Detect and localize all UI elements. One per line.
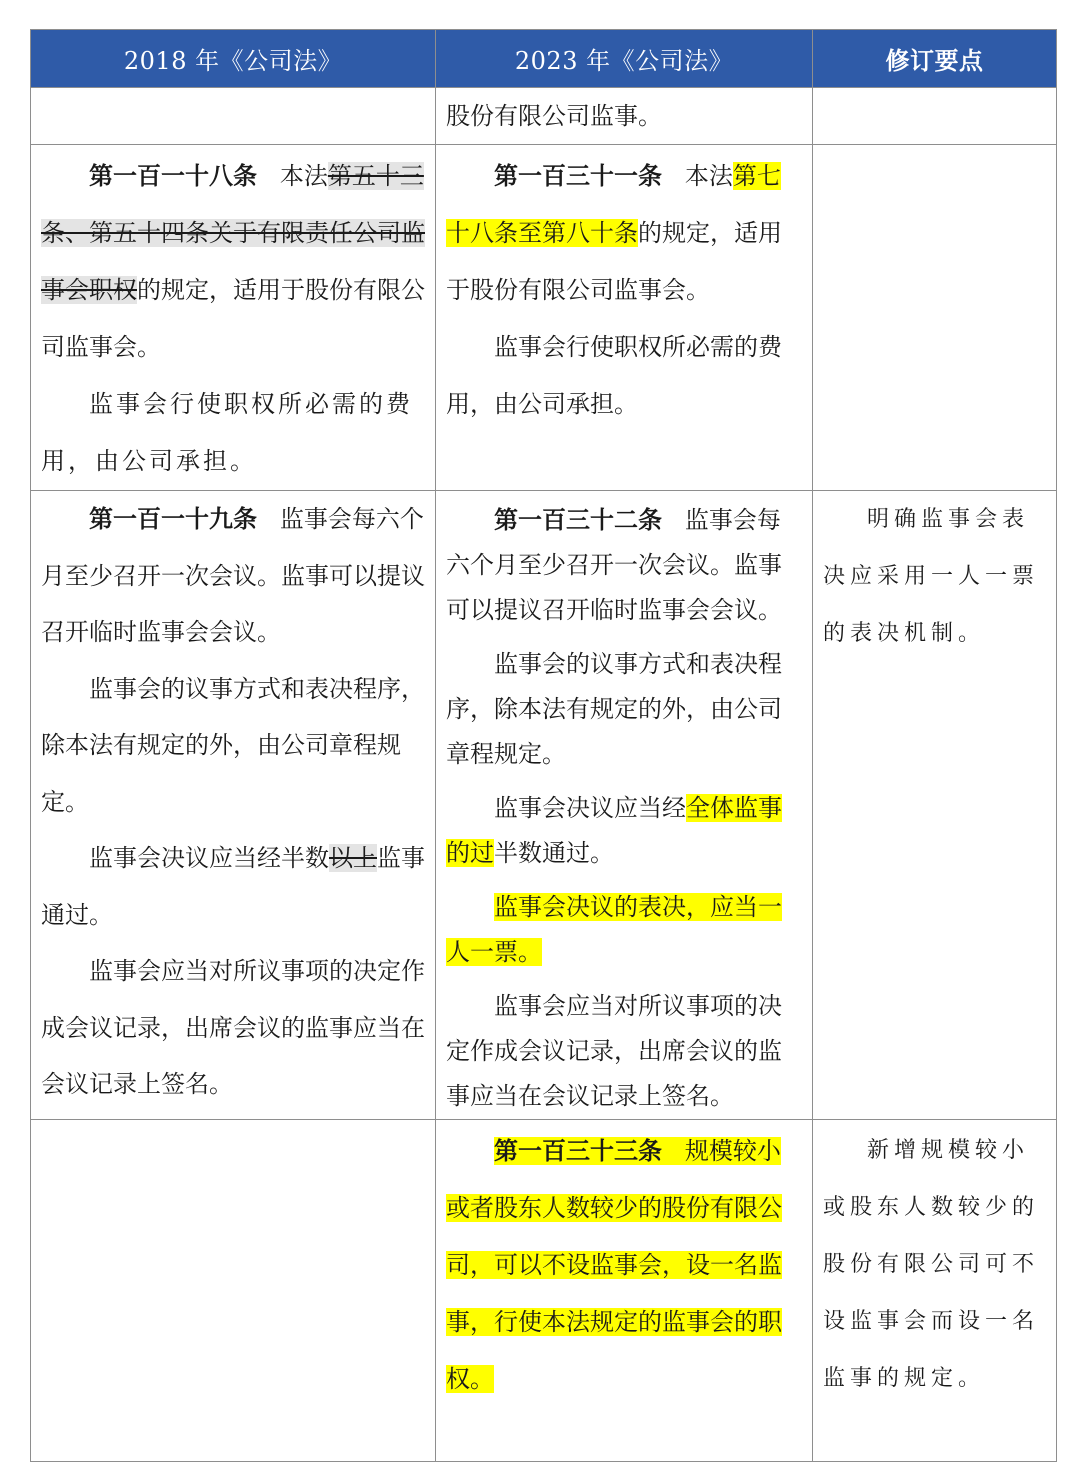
highlighted-text: 全体监事的过	[446, 794, 782, 867]
paragraph	[446, 147, 802, 319]
highlighted-text: 监事会决议的表决，应当一人一票。	[446, 893, 782, 966]
header-2023: 2023 年《公司法》	[436, 30, 813, 88]
paragraph: 监事会应当对所议事项的决定作成会议记录，出席会议的监事应当在会议记录上签名。	[41, 957, 425, 1098]
revision-note: 新增规模较小或股东人数较少的股份有限公司可不设监事会而设一名监事的规定。	[823, 1138, 1040, 1391]
continued-text: 股份有限公司监事。	[446, 102, 662, 130]
text: 的规定，适用于股份有限公司监事会。	[41, 276, 425, 361]
cell-note-empty	[813, 88, 1057, 145]
header-notes: 修订要点	[813, 30, 1057, 88]
article-title: 第一百三十一条	[494, 161, 662, 190]
text: 本法	[279, 162, 328, 190]
table-row	[31, 1120, 1057, 1462]
paragraph: 监事会的议事方式和表决程序，除本法有规定的外，由公司章程规定。	[446, 650, 782, 768]
paragraph	[41, 491, 425, 661]
text: 监事会每六个月至少召开一次会议。监事可以提议召开临时监事会会议。	[446, 506, 782, 624]
paragraph	[446, 885, 802, 975]
cell-old-empty	[31, 1120, 436, 1462]
cell-new-art132	[436, 491, 813, 1120]
table-row	[31, 491, 1057, 1120]
cell-old-empty	[31, 88, 436, 145]
article-title: 第一百一十九条	[89, 504, 257, 533]
article-title: 第一百三十二条	[494, 505, 662, 534]
highlighted-text: 规模较小或者股东人数较少的股份有限公司，可以不设监事会，设一名监事，行使本法规定的监事会的职权。	[446, 1137, 782, 1393]
paragraph: 监事会行使职权所必需的费用，由公司承担。	[41, 390, 413, 475]
cell-new-art133	[436, 1120, 813, 1462]
table-row	[31, 145, 1057, 491]
article-title: 第一百三十三条	[494, 1136, 662, 1165]
cell-old-art118	[31, 145, 436, 491]
table-row	[31, 88, 1057, 145]
paragraph	[446, 1122, 802, 1408]
cell-note	[813, 1120, 1057, 1462]
text: 监事通过。	[41, 844, 425, 929]
text: 监事会每六个月至少召开一次会议。监事可以提议召开临时监事会会议。	[41, 505, 425, 646]
text: 半数通过。	[494, 839, 614, 867]
paragraph	[41, 830, 425, 943]
deleted-text: 以上	[329, 844, 377, 872]
comparison-table	[30, 29, 1057, 1462]
cell-new	[436, 88, 813, 145]
cell-new-art131	[436, 145, 813, 491]
paragraph	[446, 786, 802, 876]
text: 的规定，适用于股份有限公司监事会。	[446, 219, 782, 304]
cell-old-art119	[31, 491, 436, 1120]
revision-note: 明确监事会表决应采用一人一票的表决机制。	[823, 507, 1040, 646]
paragraph: 监事会应当对所议事项的决定作成会议记录，出席会议的监事应当在会议记录上签名。	[446, 992, 782, 1110]
paragraph	[41, 147, 425, 376]
paragraph: 监事会的议事方式和表决程序，除本法有规定的外，由公司章程规定。	[41, 674, 425, 816]
text: 本法	[684, 162, 733, 190]
header-row	[31, 30, 1057, 88]
header-2018: 2018 年《公司法》	[31, 30, 436, 88]
highlighted-text: 第七十八条至第八十条	[446, 162, 781, 247]
text: 监事会决议应当经	[494, 794, 686, 822]
text: 监事会决议应当经半数	[89, 844, 329, 872]
paragraph: 监事会行使职权所必需的费用，由公司承担。	[446, 333, 782, 418]
paragraph	[446, 497, 802, 633]
cell-note-empty	[813, 145, 1057, 491]
article-title: 第一百一十八条	[89, 161, 257, 190]
cell-note	[813, 491, 1057, 1120]
deleted-text: 第五十三条、第五十四条关于有限责任公司监事会职权	[41, 162, 425, 304]
